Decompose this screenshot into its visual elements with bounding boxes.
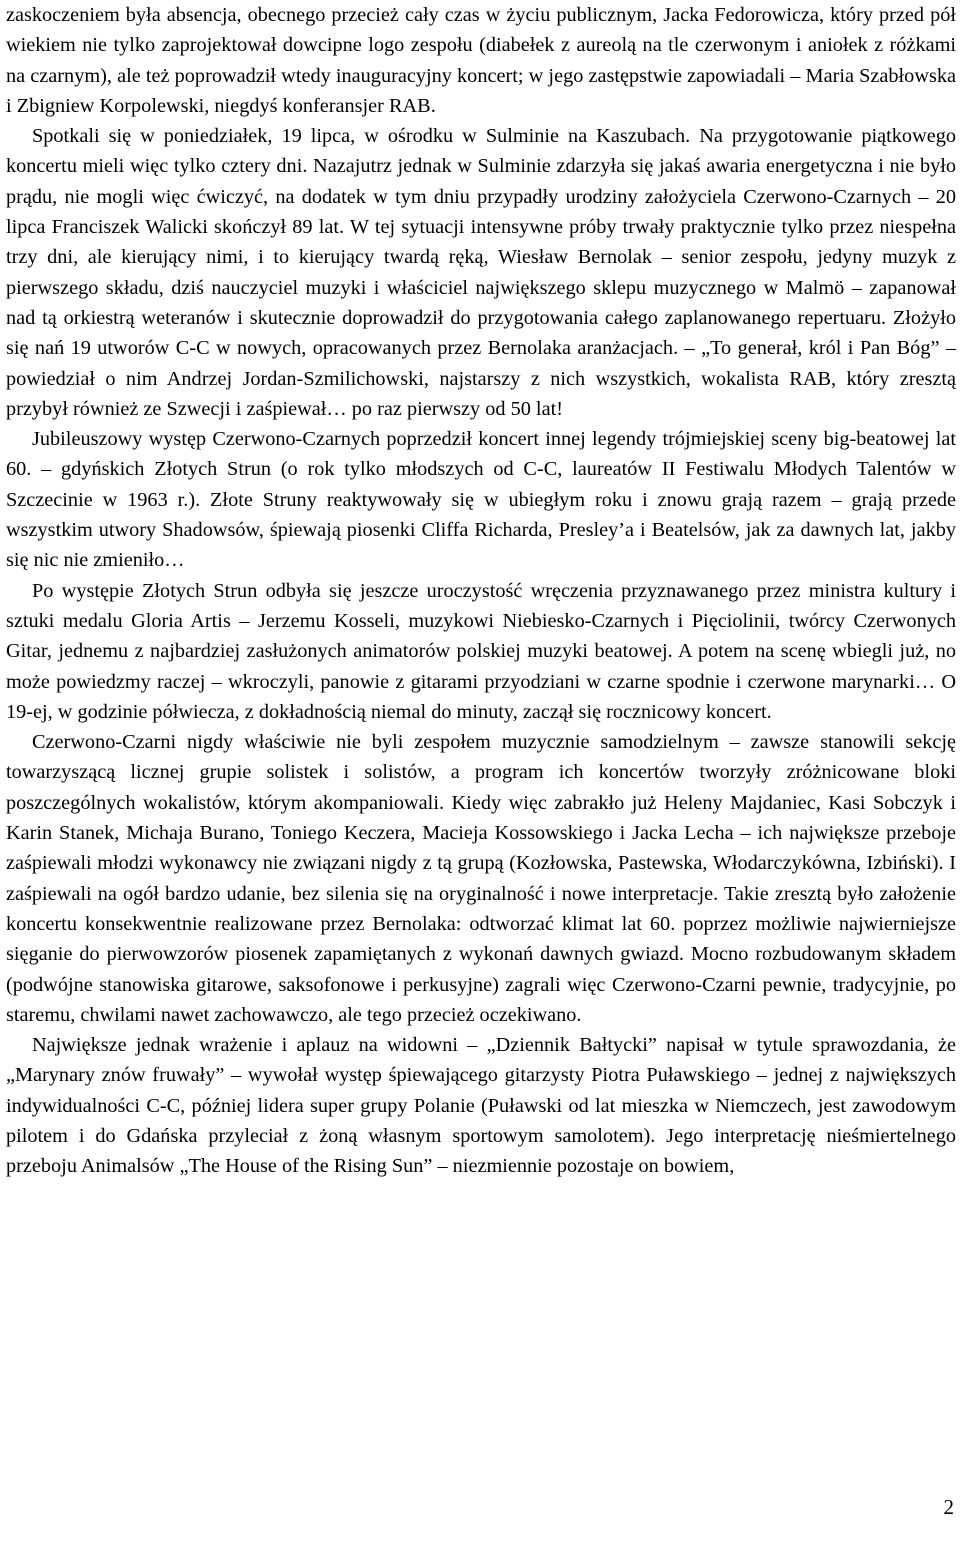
paragraph-4: Po występie Złotych Strun odbyła się jeszcze uroczystość wręczenia przyznawanego przez ministra kultury i sztuki medalu Gloria Artis – Jerzemu Kosseli, muzykowi Niebiesko-Czarnych i Pięciolinii, twórcy Czerwonych Gitar, jednemu z najbardziej zasłużonych animatorów polskiej muzyki beatowej. A potem na scenę wbiegli już, no może powiedzmy raczej – wkroczyli, panowie z gitarami przyodziani w czarne spodnie i czerwone marynarki… O 19-ej, w godzinie półwiecza, z dokładnością niemal do minuty, zaczął się rocznicowy koncert.: [6, 579, 956, 723]
paragraph-1: zaskoczeniem była absencja, obecnego przecież cały czas w życiu publicznym, Jacka Fedorowicza, który przed pół wiekiem nie tylko zaprojektował dowcipne logo zespołu (diabełek z aureolą na tle czerwonym i aniołek z różkami na czarnym), ale też poprowadził wtedy inauguracyjny koncert; w jego zastępstwie zapowiadali – Maria Szabłowska i Zbigniew Korpolewski, niegdyś konferansjer RAB.: [6, 4, 956, 117]
page-number: 2: [943, 1495, 954, 1519]
paragraph-3: Jubileuszowy występ Czerwono-Czarnych poprzedził koncert innej legendy trójmiejskiej sceny big-beatowej lat 60. – gdyńskich Złotych Strun (o rok tylko młodszych od C-C, laureatów II Festiwalu Młodych Talentów w Szczecinie w 1963 r.). Złote Struny reaktywowały się w ubiegłym roku i znowu grają razem – grają przede wszystkim utwory Shadowsów, śpiewają piosenki Cliffa Richarda, Presley’a i Beatelsów, jak za dawnych lat, jakby się nic nie zmieniło…: [6, 428, 956, 572]
paragraph-6: Największe jednak wrażenie i aplauz na widowni – „Dziennik Bałtycki” napisał w tytule sprawozdania, że „Marynary znów fruwały” – wywołał występ śpiewającego gitarzysty Piotra Puławskiego – jednej z największych indywidualności C-C, później lidera super grupy Polanie (Puławski od lat mieszka w Niemczech, jest zawodowym pilotem i do Gdańska przyleciał z żoną własnym sportowym samolotem). Jego interpretację nieśmiertelnego przeboju Animalsów „The House of the Rising Sun” – niezmiennie pozostaje on bowiem,: [6, 1034, 956, 1178]
document-page: [6, 0, 956, 1182]
paragraph-2: Spotkali się w poniedziałek, 19 lipca, w ośrodku w Sulminie na Kaszubach. Na przygotowanie piątkowego koncertu mieli więc tylko cztery dni. Nazajutrz jednak w Sulminie zdarzyła się jakaś awaria energetyczna i nie było prądu, nie mogli więc ćwiczyć, na dodatek w tym dniu przypadły urodziny założyciela Czerwono-Czarnych – 20 lipca Franciszek Walicki skończył 89 lat. W tej sytuacji intensywne próby trwały praktycznie tylko przez niespełna trzy dni, ale kierujący nimi, i to kierujący twardą ręką, Wiesław Bernolak – senior zespołu, jedyny muzyk z pierwszego składu, dziś nauczyciel muzyki i właściciel największego sklepu muzycznego w Malmö – zapanował nad tą orkiestrą weteranów i skutecznie doprowadził do przygotowania całego zaplanowanego repertuaru. Złożyło się nań 19 utworów C-C w nowych, opracowanych przez Bernolaka aranżacjach. – „To generał, król i Pan Bóg” – powiedział o nim Andrzej Jordan-Szmilichowski, najstarszy z nich wszystkich, wokalista RAB, który zresztą przybył również ze Szwecji i zaśpiewał… po raz pierwszy od 50 lat!: [6, 125, 956, 420]
paragraph-5: Czerwono-Czarni nigdy właściwie nie byli zespołem muzycznie samodzielnym – zawsze stanowili sekcję towarzyszącą licznej grupie solistek i solistów, a program ich koncertów tworzyły zróżnicowane bloki poszczególnych wokalistów, którym akompaniowali. Kiedy więc zabrakło już Heleny Majdaniec, Kasi Sobczyk i Karin Stanek, Michaja Burano, Toniego Keczera, Macieja Kossowskiego i Jacka Lecha – ich największe przeboje zaśpiewali młodzi wykonawcy nie związani nigdy z tą grupą (Kozłowska, Pastewska, Włodarczykówna, Izbiński). I zaśpiewali na ogół bardzo udanie, bez silenia się na oryginalność i nowe interpretacje. Takie zresztą było założenie koncertu konsekwentnie realizowane przez Bernolaka: odtworzać klimat lat 60. poprzez możliwie najwierniejsze sięganie do pierwowzorów piosenek zapamiętanych z wykonań dawnych gwiazd. Mocno rozbudowanym składem (podwójne stanowiska gitarowe, saksofonowe i perkusyjne) zagrali więc Czerwono-Czarni pewnie, tradycyjnie, po staremu, chwilami nawet zachowawczo, ale tego przecież oczekiwano.: [6, 731, 956, 1026]
